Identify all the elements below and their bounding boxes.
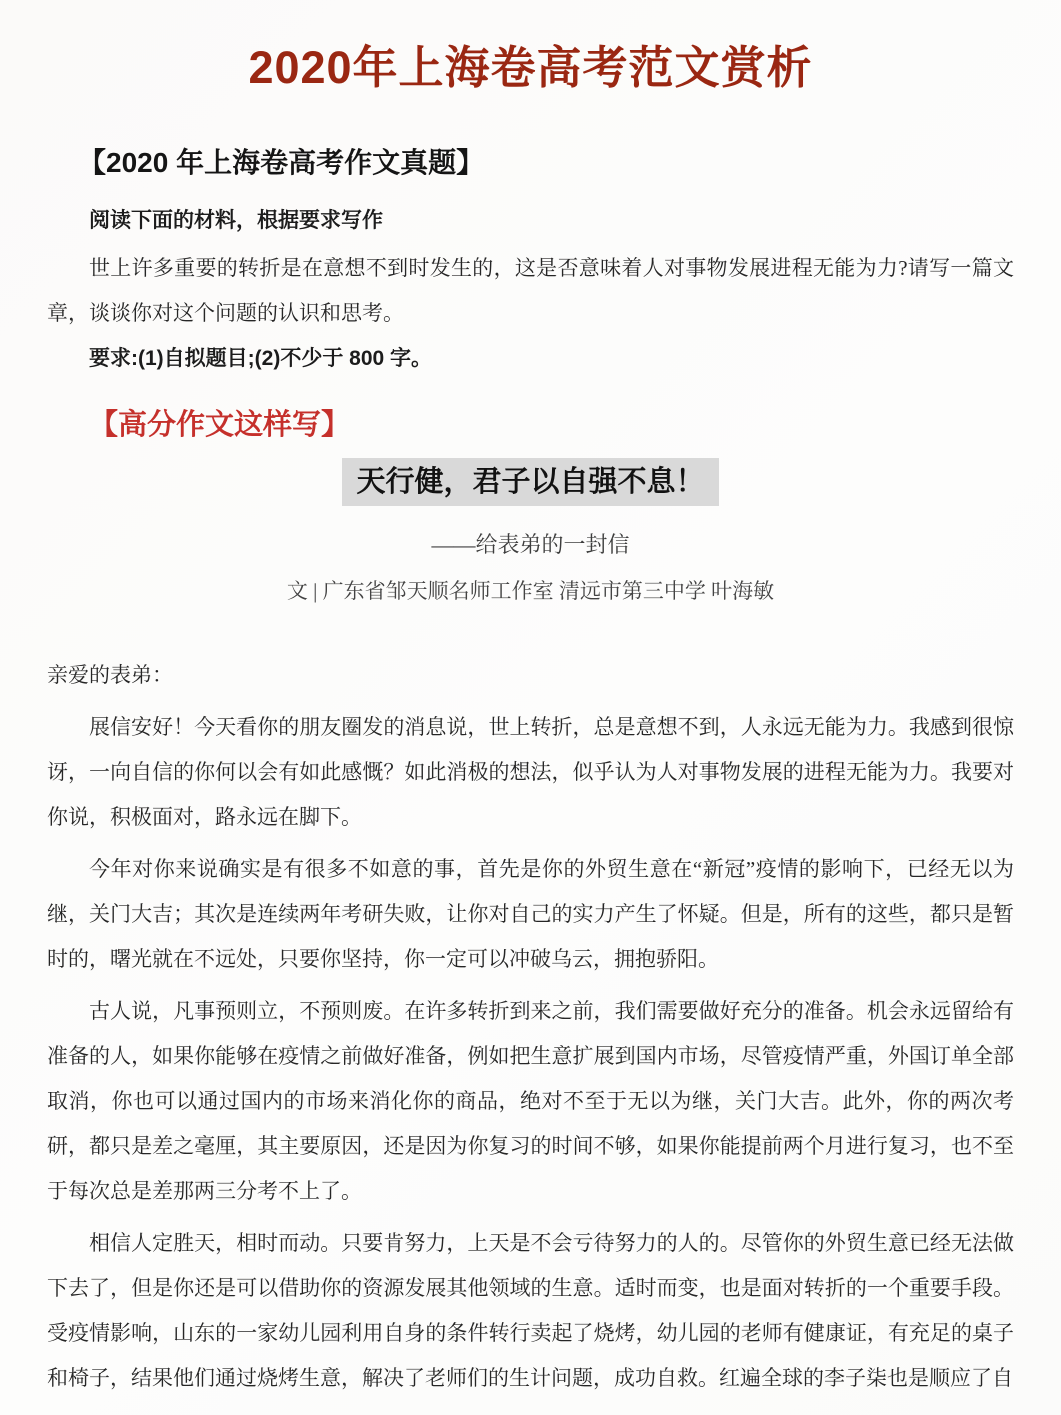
essay-byline: 文 | 广东省邹天顺名师工作室 清远市第三中学 叶海敏 [286,579,775,603]
letter-paragraph-3: 古人说，凡事预则立，不预则废。在许多转折到来之前，我们需要做好充分的准备。机会永远留给有准备的人，如果你能够在疫情之前做好准备，例如把生意扩展到国内市场，尽管疫情严重，外国订单全部取消，你也可以通过国内的市场来消化你的商品，绝对不至于无以为继，关门大吉。此外，你的两次考研，都只是差之毫厘，其主要原因，还是因为你复习的时间不够，如果你能提前两个月进行复习，也不至于每次总是差那两三分考不上了。 [47,999,1014,1203]
letter-paragraph-1: 展信安好！今天看你的朋友圈发的消息说，世上转折，总是意想不到，人永远无能为力。我感到很惊讶，一向自信的你何以会有如此感慨？如此消极的想法，似乎认为人对事物发展的进程无能为力。我要对你说，积极面对，路永远在脚下。 [47,715,1014,829]
essay-title-row [47,458,1014,506]
letter-paragraph-2: 今年对你来说确实是有很多不如意的事，首先是你的外贸生意在“新冠”疫情的影响下，已经无以为继，关门大吉；其次是连续两年考研失败，让你对自己的实力产生了怀疑。但是，所有的这些，都只是暂时的，曙光就在不远处，只要你坚持，你一定可以冲破乌云，拥抱骄阳。 [47,857,1014,971]
prompt-section [47,146,1014,374]
letter-paragraph-4: 相信人定胜天，相时而动。只要肯努力，上天是不会亏待努力的人的。尽管你的外贸生意已经无法做下去了，但是你还是可以借助你的资源发展其他领域的生意。适时而变，也是面对转折的一个重要手段。受疫情影响，山东的一家幼儿园利用自身的条件转行卖起了烧烤，幼儿园的老师有健康证，有充足的桌子和椅子，结果他们通过烧烤生意，解决了老师们的生计问题，成功自救。红遍全球的李子柒也是顺应了自 [47,1231,1014,1390]
prompt-section-heading: 【2020 年上海卷高考作文真题】 [78,147,485,178]
prompt-requirements: 要求:(1)自拟题目;(2)不少于 800 字。 [89,347,433,370]
essay-subtitle: ——给表弟的一封信 [431,532,630,557]
page-title: 2020年上海卷高考范文赏析 [248,42,813,93]
prompt-instruction: 阅读下面的材料，根据要求写作 [89,209,383,232]
essay-section-heading: 【高分作文这样写】 [89,409,351,441]
essay-title: 天行健，君子以自强不息！ [342,458,718,506]
prompt-material-text: 世上许多重要的转折是在意想不到时发生的，这是否意味着人对事物发展进程无能为力?请写一篇文章，谈谈你对这个问题的认识和思考。 [47,256,1014,325]
essay-section [47,406,1014,1401]
letter-salutation: 亲爱的表弟： [47,663,173,687]
